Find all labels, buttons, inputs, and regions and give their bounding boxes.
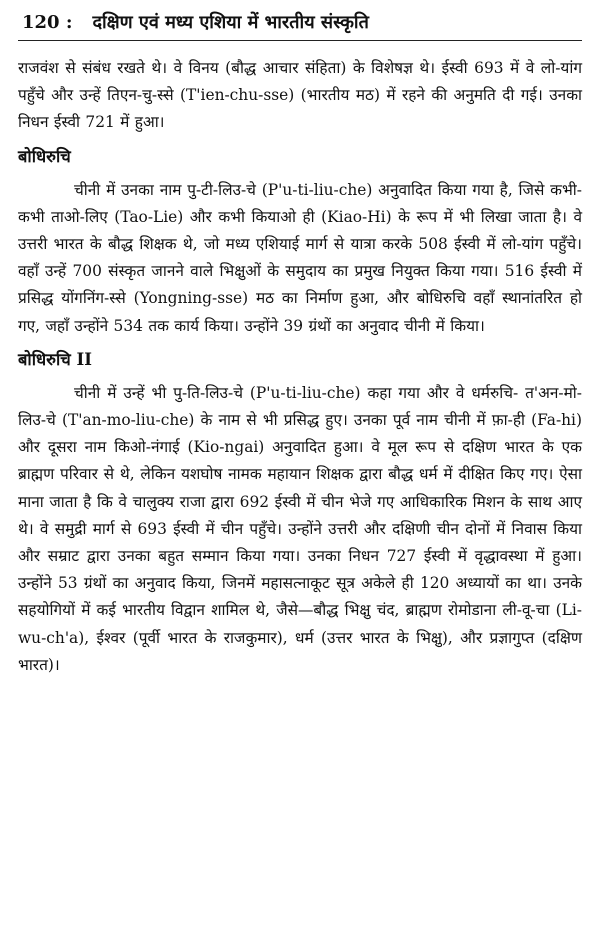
intro-paragraph: राजवंश से संबंध रखते थे। वे विनय (बौद्ध आचार संहिता) के विशेषज्ञ थे। ईस्वी 693 में वे लो-यांग पहुँचे और उन्हें तिएन-चु-स्से (T'ien-chu-sse) (भारतीय मठ) में रहने की अनुमति दी गई। उनका निधन ईस्वी 721 में हुआ। xyxy=(18,59,582,132)
section-paragraph-bodhiruchi-ii: चीनी में उन्हें भी पु-ति-लिउ-चे (P'u-ti-liu-che) कहा गया और वे धर्मरुचि- त'अन-मो-लिउ-चे (T'an-mo-liu-che) के नाम से भी प्रसिद्ध हुए। उनका पूर्व नाम चीनी में फ़ा-ही (Fa-hi) और दूसरा नाम किओ-नंगाई (Kio-ngai) अनुवादित हुआ। वे मूल रूप से दक्षिण भारत के एक ब्राह्मण परिवार से थे, लेकिन यशघोष नामक महायान शिक्षक द्वारा बौद्ध धर्म में दीक्षित किए गए। ऐसा माना जाता है कि वे चालुक्य राजा द्वारा 692 ईस्वी में चीन भेजे गए आधिकारिक मिशन के साथ आए थे। वे समुद्री मार्ग से 693 ईस्वी में चीन पहुँचे। उन्होंने उत्तरी और दक्षिणी चीन दोनों में निवास किया और सम्राट द्वारा उनका बहुत सम्मान किया गया। उनका निधन 727 ईस्वी में वृद्धावस्था में हुआ। उन्होंने 53 ग्रंथों का अनुवाद किया, जिनमें महासत्नाकूट सूत्र अकेले ही 120 अध्यायों का था। उनके सहयोगियों में कई भारतीय विद्वान शामिल थे, जैसे—बौद्ध भिक्षु चंद, ब्राह्मण रोमोडाना ली-वू-चा (Li-wu-ch'a), ईश्वर (पूर्वी भारत के राजकुमार), धर्म (उत्तर भारत के भिक्षु), और प्रज्ञागुप्त (दक्षिण भारत)। xyxy=(18,383,582,674)
section-heading-bodhiruchi: बोधिरुचि xyxy=(18,146,71,166)
running-header xyxy=(18,10,582,41)
section-heading-bodhiruchi-ii: बोधिरुचि II xyxy=(18,349,92,369)
section-paragraph-bodhiruchi: चीनी में उनका नाम पु-टी-लिउ-चे (P'u-ti-liu-che) अनुवादित किया गया है, जिसे कभी-कभी ताओ-लिए (Tao-Lie) और कभी कियाओ ही (Kiao-Hi) के रूप में भी लिखा जाता है। वे उत्तरी भारत के बौद्ध शिक्षक थे, जो मध्य एशियाई मार्ग से यात्रा करके 508 ईस्वी में लो-यांग पहुँचे। वहाँ उन्हें 700 संस्कृत जानने वाले भिक्षुओं के समुदाय का प्रमुख नियुक्त किया गया। 516 ईस्वी में प्रसिद्ध योंगनिंग-स्से (Yongning-sse) मठ का निर्माण हुआ, और बोधिरुचि वहाँ स्थानांतरित हो गए, जहाँ उन्होंने 534 तक कार्य किया। उन्होंने 39 ग्रंथों का अनुवाद चीनी में किया। xyxy=(18,180,582,335)
chapter-title: दक्षिण एवं मध्य एशिया में भारतीय संस्कृति xyxy=(92,12,369,33)
page-number: 120 : xyxy=(22,12,73,33)
